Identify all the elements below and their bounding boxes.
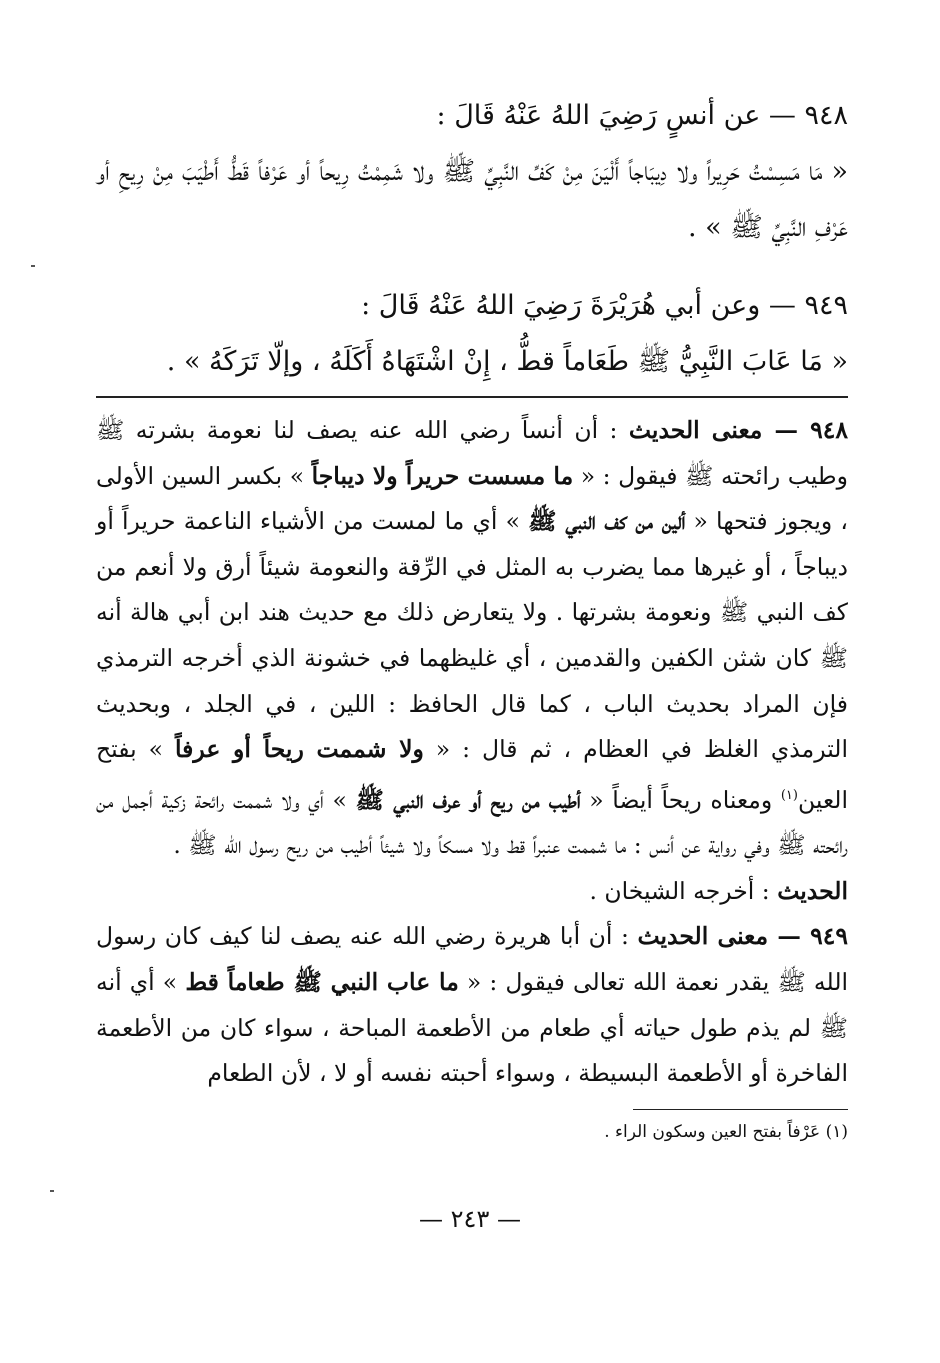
footnote-ref: (١)	[780, 787, 798, 803]
commentary-948-source: الحديث : أخرجه الشيخان .	[589, 876, 848, 905]
hadith-948-text: « مَا مَسِسْتُ حَرِيراً ولا دِيبَاجاً أَلْيَنَ مِنْ كَفِّ النَّبِيِّ ﷺ ولا شَمِمْتُ رِيحاً أو عَرْفاً قَطُّ أَطْيَبَ مِنْ رِيحِ أو عَرْفِ النَّبِيِّ ﷺ » .	[96, 156, 848, 243]
footnote-divider	[633, 1109, 848, 1110]
hadith-949-intro: ٩٤٩ — وعن أبي هُرَيْرَةَ رَضِيَ اللهُ عَنْهُ قَالَ :	[361, 290, 848, 321]
page-body	[96, 88, 848, 1343]
section-divider	[96, 396, 848, 398]
commentary	[96, 408, 848, 1097]
hadith-949-text: « مَا عَابَ النَّبِيُّ ﷺ طَعَاماً قطُّ ، إِنْ اشْتَهَاهُ أَكَلَهُ ، وإلّا تَرَكَهُ » .	[166, 346, 848, 377]
scan-mark	[50, 1190, 54, 1192]
scan-mark	[31, 265, 35, 267]
footnote: (١) عَرْفاً بفتح العين وسكون الراء .	[604, 1121, 848, 1142]
commentary-948: ٩٤٨ — معنى الحديث : أن أنساً رضي الله عنه يصف لنا نعومة بشرته ﷺ وطيب رائحته ﷺ فيقول : « ما مسست حريراً ولا ديباجاً » بكسر السين الأولى ، ويجوز فتحها « ألين من كف النبي ﷺ » أي ما لمست من الأشياء الناعمة حريراً أو ديباجاً ، أو غيرها مما يضرب به المثل في الرِّقة والنعومة شيئاً أرق ولا أنعم من كف النبي ﷺ ونعومة بشرتها . ولا يتعارض ذلك مع حديث هند ابن أبي هالة أنه ﷺ كان شثن الكفين والقدمين ، أي غليظهما في خشونة الذي أخرجه الترمذي فإن المراد بحديث الباب ، كما قال الحافظ : اللين ، في الجلد ، وبحديث الترمذي الغلظ في العظام ، ثم قال : « ولا شممت ريحاً أو عرفاً » بفتح العين$^{(١)}$ ومعناه ريحاً أيضاً « أطيب من ريح أو عرف النبي ﷺ » أي ولا شممت رائحة زكية أجمل من رائحته ﷺ وفي رواية عن أنس : ما شممت عنبراً قط ولا مسكاً ولا شيئاً أطيب من ريح رسول الله ﷺ .	[96, 416, 848, 860]
hadith-949	[96, 278, 848, 390]
hadith-948-intro: ٩٤٨ — عن أنسٍ رَضِيَ اللهُ عَنْهُ قَالَ :	[436, 100, 848, 131]
commentary-949: ٩٤٩ — معنى الحديث : أن أبا هريرة رضي الله عنه يصف لنا كيف كان رسول الله ﷺ يقدر نعمة الله تعالى فيقول : « ما عاب النبي ﷺ طعاماً قط » أي أنه ﷺ لم يذم طول حياته أي طعام من الأطعمة المباحة ، سواء كان من الأطعمة الفاخرة أو الأطعمة البسيطة ، وسواء أحبته نفسه أو لا ، لأن الطعام	[96, 922, 849, 1088]
page-number: — ٢٤٣ —	[419, 1205, 521, 1233]
hadith-948	[96, 88, 848, 256]
